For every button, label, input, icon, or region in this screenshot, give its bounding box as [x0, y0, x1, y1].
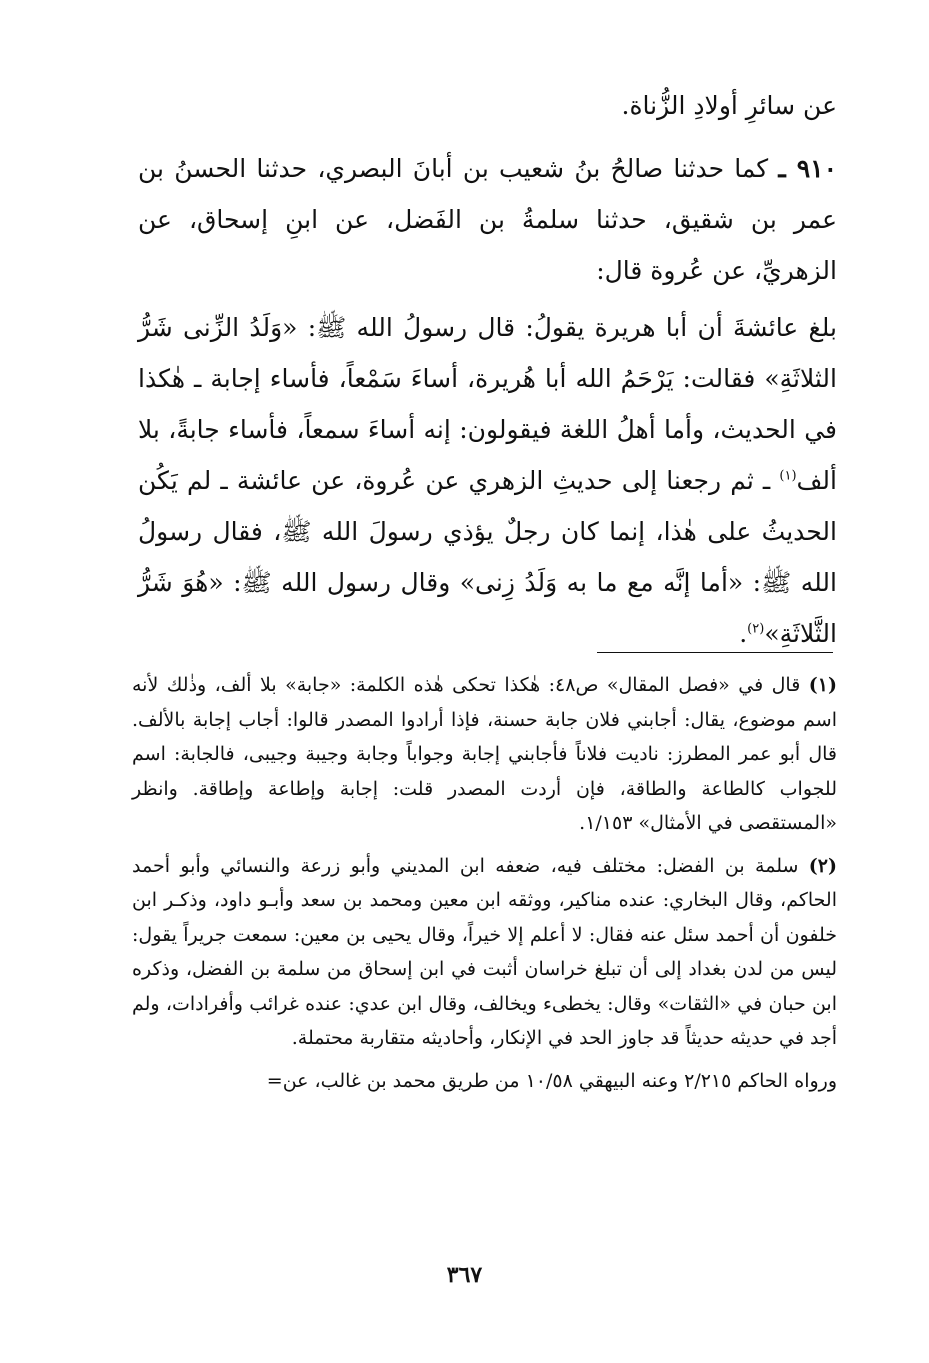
hadith-matn-paragraph	[138, 302, 837, 659]
footnote-2	[132, 849, 837, 1056]
footnote-2-number: (٢)	[808, 854, 837, 877]
hadith-number: ٩١٠ ـ	[778, 154, 838, 183]
main-text-block	[138, 80, 837, 665]
footnote-1-text: قال في «فصل المقال» ص٤٨: هٰكذا تحكى هٰذه الكلمة: «جابة» بلا ألف، وذٰلك لأنه اسم موضوع، يقال: أجابني فلان جابة حسنة، فإذا أرادوا المصدر قالوا: أجاب إجابة بالألف. قال أبو عمر المطرز: ناديت فلاناً فأجابني إجابة وجواباً وجابة وجيبة وجيبى، فالجابة: اسم للجواب كالطاعة والطاقة، فإن أردت المصدر قلت: إجابة وإطاعة وإطاقة. وانظر «المستقصى في الأمثال» ١/١٥٣.	[132, 674, 837, 834]
hadith-matn-end: .	[739, 619, 748, 648]
opening-line: عن سائرِ أولادِ الزُّناة.	[621, 91, 837, 120]
footnote-1-number: (١)	[808, 674, 837, 696]
footnotes-block	[132, 668, 837, 1106]
hadith-isnad-paragraph	[138, 143, 837, 296]
hadith-isnad: كما حدثنا صالحُ بنُ شعيب بن أبانَ البصري، حدثنا الحسنُ بن عمر بن شقيق، حدثنا سلمةُ بن الفَضل، عن ابنِ إسحاق، عن الزهريِّ، عن عُروة قال:	[138, 154, 837, 285]
footnote-ref-2[interactable]: (٢)	[747, 621, 765, 637]
hadith-matn-part1: بلغ عائشةَ أن أبا هريرة يقولُ: قال رسولُ الله ﷺ: «وَلَدُ الزِّنى شَرُّ الثلاثَةِ» فقالت: يَرْحَمُ الله أبا هُريرة، أساءَ سَمْعاً، فأساء إجابة ـ هٰكذا في الحديث، وأما أهلُ اللغة فيقولون: إنه أساءَ سمعاً، فأساء جابةً، بلا ألف	[138, 313, 837, 495]
footnote-separator	[597, 652, 833, 653]
page-number: ٣٦٧	[446, 1262, 483, 1288]
footnote-2-text: سلمة بن الفضل: مختلف فيه، ضعفه ابن المديني وأبو زرعة والنسائي وأبو أحمد الحاكم، وقال البخاري: عنده مناكير، ووثقه ابن معين ومحمد بن سعد وأبـو داود، وذكـر ابن خلفون أن أحمد سئل عنه فقال: لا أعلم إلا خيراً، وقال يحيى بن معين: سمعت جريراً يقول: ليس من لدن بغداد إلى أن تبلغ خراسان أثبت في ابن إسحاق من سلمة بن الفضل، وذكره ابن حبان في «الثقات» وقال: يخطىء ويخالف، وقال ابن عدي: عنده غرائب وأفرادات، ولم أجد في حديثه حديثاً قد جاوز الحد في الإنكار، وأحاديثه متقاربة محتملة.	[132, 854, 837, 1049]
footnote-continuation: ورواه الحاكم ٢/٢١٥ وعنه البيهقي ١٠/٥٨ من طريق محمد بن غالب، عن=	[266, 1069, 837, 1092]
footnote-ref-1[interactable]: (١)	[779, 468, 797, 484]
hadith-matn-part2: ـ ثم رجعنا إلى حديثِ الزهري عن عُروة، عن عائشة ـ لم يَكُن الحديثُ على هٰذا، إنما كان رجلٌ يؤذي رسولَ الله ﷺ، فقال رسولُ الله ﷺ: «أما إنَّه مع ما به وَلَدُ زِنى» وقال رسول الله ﷺ: «هُوَ شَرُّ الثَّلاثَةِ»	[138, 466, 837, 648]
footnote-1	[132, 668, 837, 841]
